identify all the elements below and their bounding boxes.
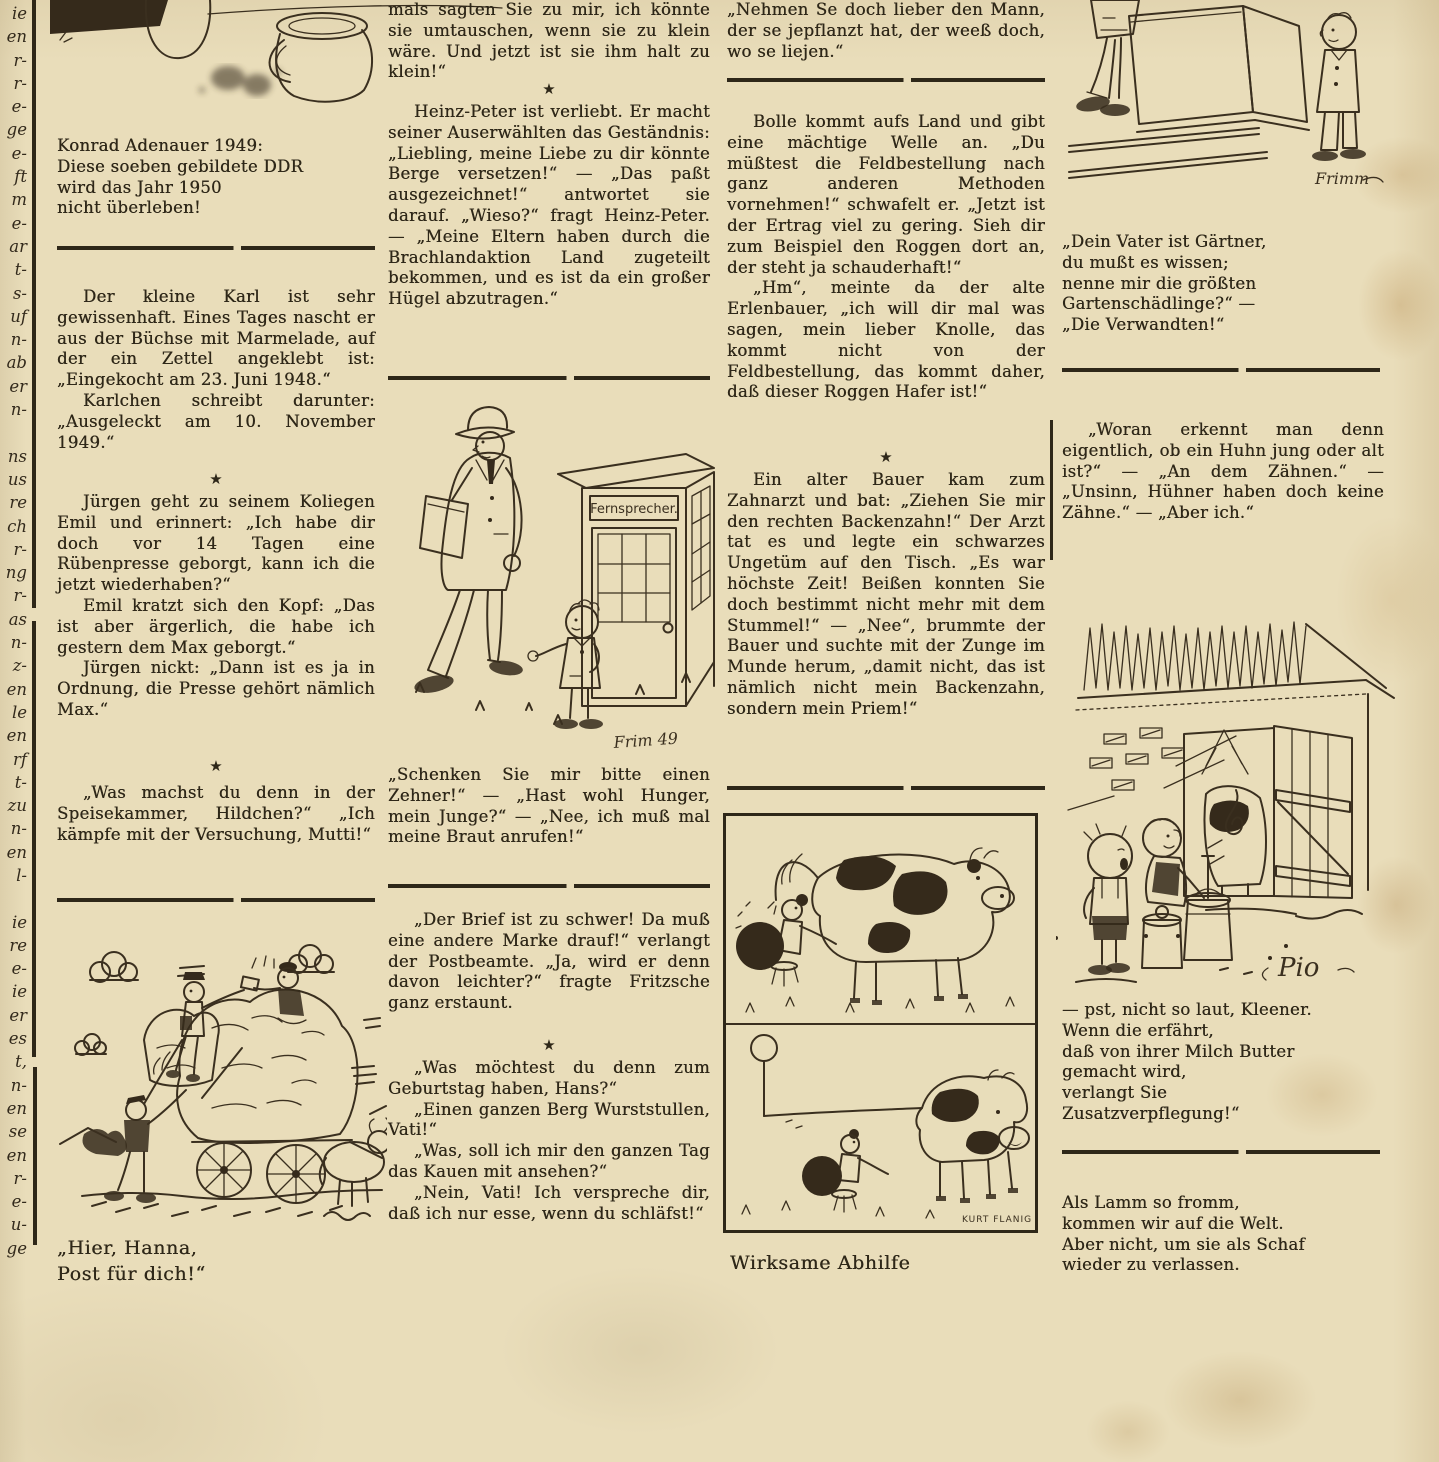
cut-text-fragment: en xyxy=(6,27,27,47)
joke-speisekammer xyxy=(57,783,375,845)
joke-line: nenne mir die größten xyxy=(1062,273,1257,293)
cut-text-fragment: t- xyxy=(14,260,27,280)
verse-line: wieder zu verlassen. xyxy=(1062,1255,1240,1275)
section-divider xyxy=(727,786,1045,790)
cut-text-fragment: r- xyxy=(13,50,27,70)
cut-text-fragment: ng xyxy=(5,563,27,583)
joke-line: Gartenschädlinge?“ — xyxy=(1062,294,1256,314)
cut-text-fragment: t- xyxy=(14,772,27,792)
verse-lamm xyxy=(1062,1193,1392,1276)
cut-text-fragment: er xyxy=(9,1005,27,1025)
star-separator-icon: ★ xyxy=(209,470,223,488)
cut-text-fragment: en xyxy=(6,679,27,699)
cut-text-fragment: re xyxy=(9,493,27,513)
caption-line: Wenn die erfährt, xyxy=(1062,1020,1214,1040)
joke-paragraph: „Nein, Vati! Ich verspreche dir, daß ich nur esse, wenn du schläfst!“ xyxy=(388,1182,710,1223)
cut-text-fragment: ie xyxy=(11,982,27,1002)
section-divider xyxy=(727,78,1045,82)
column-rule-left xyxy=(32,621,36,1057)
cut-text-fragment: ge xyxy=(6,1238,27,1258)
verse-line: kommen wir auf die Welt. xyxy=(1062,1213,1284,1233)
cartoon-caption-pst xyxy=(1062,1000,1392,1125)
caption-line: — pst, nicht so laut, Kleener. xyxy=(1062,1000,1312,1019)
joke-heinz-peter xyxy=(388,102,710,310)
cut-text-fragment: ft xyxy=(14,167,27,187)
joke-paragraph: Jürgen nickt: „Dann ist es ja in Ordnung, die Presse gehört nämlich Max.“ xyxy=(57,658,375,719)
cut-text-fragment: en xyxy=(6,726,27,746)
thatched-roof xyxy=(1076,622,1394,710)
joke-zehner xyxy=(388,765,710,848)
cut-text-fragment: ie xyxy=(11,4,27,23)
joke-line: wird das Jahr 1950 xyxy=(57,177,222,197)
verse-line: Als Lamm so fromm, xyxy=(1062,1193,1240,1212)
cut-text-fragment: ab xyxy=(6,353,27,373)
joke-paragraph: „Was möchtest du denn zum Geburtstag haben, Hans?“ xyxy=(388,1058,710,1098)
man-figure xyxy=(413,407,524,696)
rope-and-farmer-figure xyxy=(83,1040,243,1203)
cut-text-fragment: r- xyxy=(13,586,27,606)
artist-signature: Frim 49 xyxy=(612,728,679,752)
joke-paragraph: „Der Brief ist zu schwer! Da muß eine andere Marke drauf!“ verlangt der Postbeamte. „Ja, wird er denn davon leichter?“ fragte Fritzsche ganz erstaunt. xyxy=(388,910,710,1013)
joke-paragraph: Karlchen schreibt darunter: „Ausgeleckt am 10. November 1949.“ xyxy=(57,390,375,452)
cut-text-fragment: ch xyxy=(7,516,27,536)
cut-text-fragment: e- xyxy=(11,97,27,117)
joke-ruebenpresse xyxy=(57,492,375,721)
joke-paragraph: „Hm“, meinte da der alte Erlenbauer, „ich will dir mal was sagen, mein lieber Knolle, das kommt nicht von der Feldbestellung, das kommt daher, daß dieser Roggen Hafer ist!“ xyxy=(727,278,1045,402)
joke-paragraph: Jürgen geht zu seinem Koliegen Emil und erinnert: „Ich habe dir doch vor 14 Tagen eine Rübenpresse geborgt, kann ich die jetzt wiederhaben?“ xyxy=(57,492,375,595)
cut-text-fragment: er xyxy=(9,376,27,396)
panel-1-cow-swats-milkmaid xyxy=(736,848,1014,1012)
joke-paragraph: Der kleine Karl ist sehr gewissenhaft. Eines Tages nascht er aus der Büchse mit Marmelade, auf der ein Zettel angeklebt ist: „Eingekocht am 23. Juni 1948.“ xyxy=(57,287,375,390)
cut-text-fragment: e- xyxy=(11,143,27,163)
section-divider xyxy=(388,376,710,380)
cut-text-fragment: rf xyxy=(13,749,27,769)
cut-text-fragment: le xyxy=(11,702,27,722)
artist-signature: KURT FLANIG xyxy=(962,1215,1033,1225)
cut-text-fragment: us xyxy=(7,469,27,489)
cut-text-fragment: n- xyxy=(10,1075,27,1095)
star-separator-icon: ★ xyxy=(879,448,893,466)
joke-bolle xyxy=(727,112,1045,403)
joke-zahnarzt xyxy=(727,470,1045,720)
joke-line: du mußt es wissen; xyxy=(1062,252,1229,272)
panel-2-tail-tied-to-pole xyxy=(742,1035,1029,1218)
shop-counter xyxy=(1069,6,1309,178)
joke-paragraph: „Woran erkennt man denn eigentlich, ob ein Huhn jung oder alt ist?“ — „An dem Zähnen.“ — „Unsinn, Hühner haben doch keine Zähne.“ — „Aber ich.“ xyxy=(1062,420,1384,523)
milk-jug-drawing xyxy=(270,13,373,102)
barn-wall xyxy=(1068,694,1368,890)
star-separator-icon: ★ xyxy=(542,80,556,98)
joke-kleiner-karl xyxy=(57,287,375,453)
caption-line: verlangt Sie xyxy=(1062,1083,1168,1103)
section-divider xyxy=(1062,1150,1380,1154)
open-barn-door xyxy=(1274,726,1352,898)
caption-line: Post für dich!“ xyxy=(57,1263,206,1285)
cut-text-fragment: l- xyxy=(16,865,27,885)
cow-comic-frame xyxy=(723,813,1038,1233)
joke-gaertner xyxy=(1062,232,1384,336)
star-separator-icon: ★ xyxy=(542,1036,556,1054)
section-divider xyxy=(388,884,710,888)
cut-text-fragment: en xyxy=(6,1145,27,1165)
boy-churning-figure xyxy=(1143,819,1204,906)
joke-paragraph: Heinz-Peter ist verliebt. Er macht seiner Auserwählten das Geständnis: „Liebling, meine Liebe zu dir könnte Berge versetzen!“ — „Das paßt ausgezeichnet!“ antwortet sie darauf. „Wieso?“ fragt Heinz-Peter. — „Meine Eltern haben durch die Brachlandaktion Land zugeteilt bekommen, und es ist da ein großer Hügel abzutragen.“ xyxy=(388,102,710,309)
cut-text-fragment: en xyxy=(6,1098,27,1118)
cut-text-fragment: z- xyxy=(12,656,27,676)
hay-cart-cartoon xyxy=(52,928,387,1228)
joke-line: Diese soeben gebildete DDR xyxy=(57,156,304,176)
caption-line: daß von ihrer Milch Butter xyxy=(1062,1041,1295,1061)
counter-cartoon xyxy=(1063,0,1398,200)
booth-sign-label: Fernsprecher. xyxy=(590,502,678,517)
caption-line: Zusatzverpflegung!“ xyxy=(1062,1103,1240,1123)
section-divider xyxy=(57,898,375,902)
joke-line: nicht überleben! xyxy=(57,198,201,218)
cut-text-fragment: t, xyxy=(15,1052,27,1072)
cut-text-fragment: ge xyxy=(6,120,27,140)
cut-text-fragment: se xyxy=(8,1122,27,1142)
section-divider xyxy=(1062,368,1380,372)
barn-cartoon xyxy=(1056,598,1396,998)
cut-text-fragment: as xyxy=(8,609,27,629)
cut-text-fragment: n- xyxy=(10,400,27,420)
joke-line: „Dein Vater ist Gärtner, xyxy=(1062,232,1267,251)
doorway-with-cow xyxy=(1184,728,1274,896)
joke-continuation xyxy=(388,0,710,83)
cut-text-fragment: en xyxy=(6,842,27,862)
cut-text-fragment: r- xyxy=(13,1168,27,1188)
cut-text-fragment: es xyxy=(8,1029,27,1049)
joke-geburtstag xyxy=(388,1058,710,1224)
cut-text-fragment: ie xyxy=(11,912,27,932)
phone-booth xyxy=(558,454,714,706)
column-rule-left xyxy=(33,1067,37,1245)
joke-paragraph: Bolle kommt aufs Land und gibt eine mächtige Welle an. „Du müßtest die Feldbestellung nach ganz anderen Methoden vornehmen!“ schwafelt er. „Jetzt ist der Ertrag viel zu gering. Sieh dir zum Beispiel den Roggen dort an, der steht ja schauderhaft!“ xyxy=(727,112,1045,277)
cartoon-caption-abhilfe: Wirksame Abhilfe xyxy=(730,1252,911,1274)
cart-and-ox xyxy=(192,1118,387,1206)
cut-text-fragment: ns xyxy=(7,446,27,466)
caption-line: gemacht wird, xyxy=(1062,1062,1187,1082)
joke-paragraph: „Schenken Sie mir bitte einen Zehner!“ — „Hast wohl Hunger, mein Junge?“ — „Nee, ich muß mal meine Braut anrufen!“ xyxy=(388,765,710,847)
joke-huhn xyxy=(1062,420,1384,524)
joke-paragraph: „Was machst du denn in der Speisekammer, Hildchen?“ „Ich kämpfe mit der Versuchung, Mutti!“ xyxy=(57,783,375,844)
joke-line: Konrad Adenauer 1949: xyxy=(57,136,264,155)
telephone-booth-cartoon xyxy=(386,392,716,760)
cut-text-fragment: n- xyxy=(10,633,27,653)
boy-figure xyxy=(1312,13,1366,161)
cut-text-fragment: ar xyxy=(9,236,27,256)
caption-line: „Hier, Hanna, xyxy=(57,1237,198,1259)
column-rule-left xyxy=(32,0,36,608)
cow-comic xyxy=(726,816,1035,1230)
joke-paragraph: „Was, soll ich mir den ganzen Tag das Kauen mit ansehen?“ xyxy=(388,1141,710,1181)
cut-text-fragment: re xyxy=(9,935,27,955)
cut-text-fragment: m xyxy=(11,190,27,210)
cut-text-fragment: e- xyxy=(11,213,27,233)
cartoon-caption-hanna xyxy=(57,1235,206,1287)
joke-line: „Die Verwandten!“ xyxy=(1062,315,1225,335)
star-separator-icon: ★ xyxy=(209,757,223,775)
joke-adenauer xyxy=(57,136,375,219)
joke-continuation-berlinerisch xyxy=(727,0,1045,62)
cut-text-fragment: zu xyxy=(7,796,27,816)
artist-signature: Pio xyxy=(1278,953,1320,983)
section-divider xyxy=(57,246,375,250)
joke-paragraph: „Nehmen Se doch lieber den Mann, der se jepflanzt hat, der weeß doch, wo se liejen.“ xyxy=(727,0,1045,61)
joke-paragraph: Ein alter Bauer kam zum Zahnarzt und bat: „Ziehen Sie mir den rechten Backenzahn!“ Der Arzt tat es und legte ein schwarzes Ungetüm auf den Tisch. „Es war höchste Zeit! Beißen konnten Sie doch bestimmt nicht mehr mit dem Stummel!“ — „Nee“, brummte der Bauer und suchte mit der Zunge im Munde herum, „damit nicht, das ist nämlich nicht mein Backenzahn, sondern mein Priem!“ xyxy=(727,470,1045,718)
cut-text-fragment xyxy=(0,421,27,444)
joke-paragraph: Emil kratzt sich den Kopf: „Das ist aber ärgerlich, die habe ich gestern dem Max geborgt.“ xyxy=(57,595,375,657)
cut-text-fragment: e- xyxy=(11,959,27,979)
cut-text-fragment: s- xyxy=(12,283,27,303)
cloud-icon xyxy=(75,945,380,1084)
joke-paragraph: mals sagten Sie zu mir, ich könnte sie umtauschen, wenn sie zu klein wäre. Und jetzt ist sie ihm halt zu klein!“ xyxy=(388,0,710,82)
cut-text-fragment: e- xyxy=(11,1192,27,1212)
cut-text-fragment: uf xyxy=(10,306,27,326)
cut-text-fragment: n- xyxy=(10,330,27,350)
verse-line: Aber nicht, um sie als Schaf xyxy=(1062,1234,1305,1254)
cut-text-fragment: n- xyxy=(10,819,27,839)
column-rule-mid xyxy=(1050,420,1053,560)
cut-text-fragment: r- xyxy=(13,539,27,559)
cut-text-fragment: u- xyxy=(10,1215,27,1235)
left-strip-cut-text xyxy=(0,2,27,1260)
joke-paragraph: „Einen ganzen Berg Wurststullen, Vati!“ xyxy=(388,1099,710,1140)
joke-brief xyxy=(388,910,710,1014)
cut-text-fragment: r- xyxy=(13,73,27,93)
cut-text-fragment xyxy=(0,887,27,910)
ink-smudge xyxy=(199,66,281,96)
artist-signature: Frimm xyxy=(1315,169,1370,188)
boy-whispering-figure xyxy=(1084,824,1132,975)
